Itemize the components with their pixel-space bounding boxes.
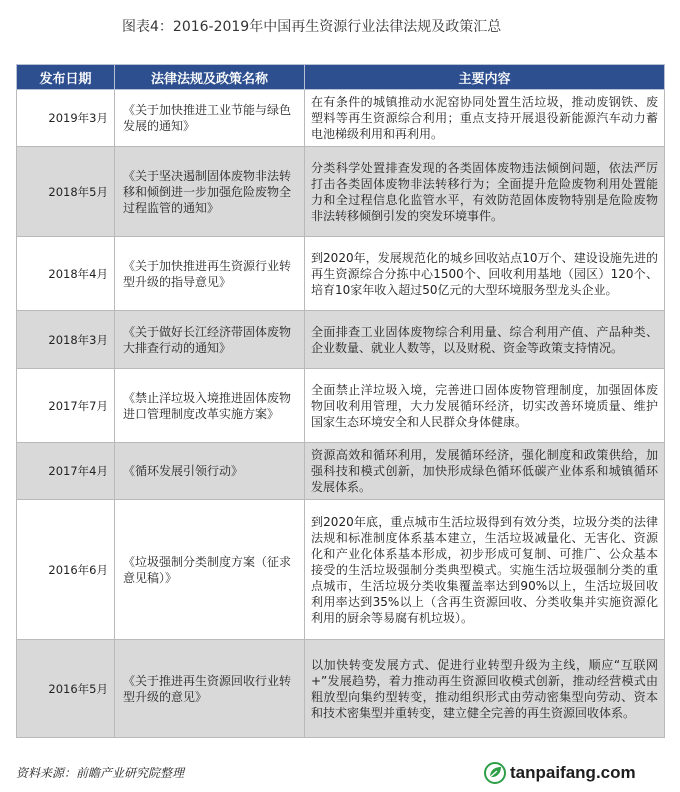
row-content: 以加快转变发展方式、促进行业转型升级为主线，顺应“互联网+”发展趋势，着力推动再生资源回收模式创新，推动经营模式由粗放型向集约型转变，推动组织形式由劳动密集型向劳动、资本和技术密集型并重转变，建立健全完善的再生资源回收体系。 [305,640,665,738]
row-name: 《垃圾强制分类制度方案（征求意见稿）》 [115,500,305,640]
row-date: 2019年3月 [17,90,115,147]
row-content: 全面排查工业固体废物综合利用量、综合利用产值、产品种类、企业数量、就业人数等，以及财税、资金等政策支持情况。 [305,311,665,369]
table-header-row [17,65,665,90]
row-content: 资源高效和循环利用，发展循环经济，强化制度和政策供给，加强科技和模式创新，加快形成绿色循环低碳产业体系和城镇循环发展体系。 [305,443,665,500]
page-title: 图表4：2016-2019年中国再生资源行业法律法规及政策汇总 [122,19,502,35]
row-name: 《关于推进再生资源回收行业转型升级的意见》 [115,640,305,738]
table-row [17,640,665,738]
row-content: 全面禁止洋垃圾入境，完善进口固体废物管理制度，加强固体废物回收利用管理，大力发展循环经济，切实改善环境质量、维护国家生态环境安全和人民群众身体健康。 [305,369,665,443]
row-date: 2016年5月 [17,640,115,738]
row-date: 2018年3月 [17,311,115,369]
table-row [17,311,665,369]
table-row [17,147,665,237]
brand-name: tanpaifang.com [510,763,636,782]
row-name: 《关于加快推进再生资源行业转型升级的指导意见》 [115,237,305,311]
brand-logo-group [484,762,636,784]
row-name: 《关于加快推进工业节能与绿色发展的通知》 [115,90,305,147]
table-row [17,443,665,500]
row-date: 2018年5月 [17,147,115,237]
row-date: 2017年7月 [17,369,115,443]
header-name: 法律法规及政策名称 [115,65,305,90]
table-row [17,369,665,443]
row-name: 《关于做好长江经济带固体废物大排查行动的通知》 [115,311,305,369]
policy-table [16,64,665,738]
row-content: 分类科学处置排查发现的各类固体废物违法倾倒问题，依法严厉打击各类固体废物非法转移行为；全面提升危险废物利用处置能力和全过程信息化监管水平，有效防范固体废物特别是危险废物非法转移倾倒引发的突发环境事件。 [305,147,665,237]
row-content: 到2020年，发展规范化的城乡回收站点10万个、建设设施先进的再生资源综合分拣中心1500个、回收利用基地（园区）120个、培育10家年收入超过50亿元的大型环境服务型龙头企业。 [305,237,665,311]
table-row [17,237,665,311]
row-name: 《禁止洋垃圾入境推进固体废物进口管理制度改革实施方案》 [115,369,305,443]
header-content: 主要内容 [305,65,665,90]
row-date: 2018年4月 [17,237,115,311]
row-name: 《关于坚决遏制固体废物非法转移和倾倒进一步加强危险废物全过程监管的通知》 [115,147,305,237]
row-date: 2017年4月 [17,443,115,500]
row-content: 到2020年底，重点城市生活垃圾得到有效分类，垃圾分类的法律法规和标准制度体系基本建立，生活垃圾减量化、无害化、资源化和产业化体系基本形成，初步形成可复制、可推广、公众基本接受的生活垃圾强制分类典型模式。实施生活垃圾强制分类的重点城市，生活垃圾分类收集覆盖率达到90%以上，生活垃圾回收利用率达到35%以上（含再生资源回收、分类收集并实施资源化利用的厨余等易腐有机垃圾）。 [305,500,665,640]
source-note: 资料来源：前瞻产业研究院整理 [16,766,185,780]
header-date: 发布日期 [17,65,115,90]
table-row [17,90,665,147]
row-content: 在有条件的城镇推动水泥窑协同处置生活垃圾，推动废钢铁、废塑料等再生资源综合利用；重点支持开展退役新能源汽车动力蓄电池梯级利用和再利用。 [305,90,665,147]
table-row [17,500,665,640]
leaf-logo-icon [484,762,506,784]
row-name: 《循环发展引领行动》 [115,443,305,500]
row-date: 2016年6月 [17,500,115,640]
